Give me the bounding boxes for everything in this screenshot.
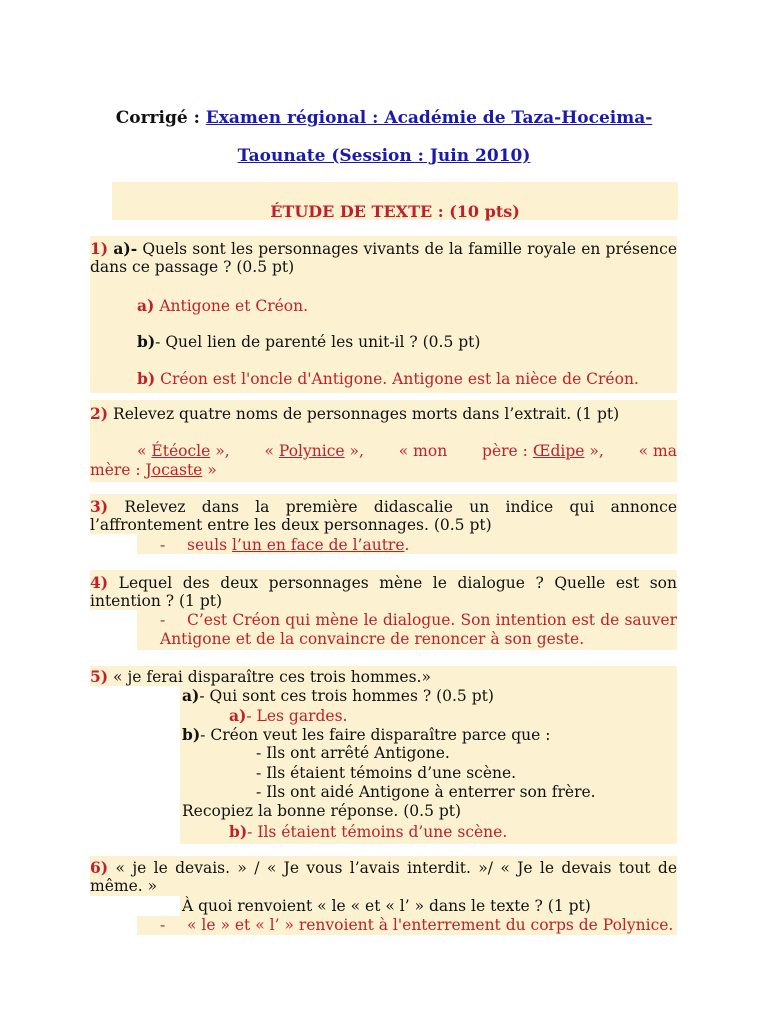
- question-6: [90, 858, 677, 878]
- option-2: - Ils étaient témoins d’une scène.: [256, 764, 517, 782]
- answer-2-item-2: « Polynice »,: [264, 442, 364, 460]
- question-1b: [137, 332, 480, 352]
- question-4-number: 4): [90, 573, 109, 592]
- question-2-text: Relevez quatre noms de personnages morts dans l’extrait. (1 pt): [108, 405, 620, 423]
- answer-5b-text: - Ils étaient témoins d’une scène.: [247, 823, 508, 841]
- question-4-text: Lequel des deux personnages mène le dialogue ? Quelle est son: [108, 574, 677, 592]
- question-4: [90, 573, 677, 593]
- question-3-text-cont: l’affrontement entre les deux personnages. (0.5 pt): [90, 516, 492, 534]
- answer-5a: [229, 706, 347, 726]
- question-5-instruction: Recopiez la bonne réponse. (0.5 pt): [182, 802, 462, 820]
- question-1a-text: Quels sont les personnages vivants de la famille royale en présence: [137, 240, 678, 258]
- question-5-quote: « je ferai disparaître ces trois hommes.»: [108, 668, 431, 686]
- question-6-text: À quoi renvoient « le « et « l’ » dans le texte ? (1 pt): [182, 897, 591, 915]
- question-5b-label: b): [182, 725, 201, 744]
- answer-1b-text: Créon est l'oncle d'Antigone. Antigone est la nièce de Créon.: [155, 370, 639, 388]
- title-link-cont[interactable]: Taounate (Session : Juin 2010): [237, 146, 531, 166]
- name-oedipe: Œdipe: [532, 442, 585, 460]
- question-1a-label: a)-: [113, 239, 138, 258]
- section-heading-text: ÉTUDE DE TEXTE : (10 pts): [270, 202, 520, 221]
- answer-3-dash: -: [160, 536, 166, 554]
- option-3: - Ils ont aidé Antigone à enterrer son frère.: [256, 783, 596, 801]
- answer-6-dash: -: [160, 916, 166, 934]
- question-6-quote: « je le devais. » / « Je vous l’avais interdit. »/ « Je le devais tout de: [108, 859, 677, 877]
- question-5: [90, 667, 431, 687]
- answer-5b: [229, 822, 507, 842]
- section-heading: [112, 182, 678, 220]
- question-2: [90, 404, 619, 424]
- answer-1a-text: Antigone et Créon.: [154, 297, 309, 315]
- answer-3: seuls l’un en face de l’autre.: [187, 536, 410, 554]
- question-5a: [182, 686, 494, 706]
- answer-4-text-cont: Antigone et de la convaincre de renoncer à son geste.: [160, 630, 585, 648]
- question-1b-label: b): [137, 332, 156, 351]
- option-1: - Ils ont arrêté Antigone.: [256, 744, 450, 762]
- answer-2-item-3: « mon: [398, 442, 448, 460]
- answer-1b-label: b): [137, 369, 156, 388]
- title-link[interactable]: Examen régional : Académie de Taza-Hoceima-: [205, 108, 653, 128]
- question-5a-text: - Qui sont ces trois hommes ? (0.5 pt): [199, 687, 494, 705]
- document-title: [0, 108, 768, 128]
- question-6-number: 6): [90, 858, 109, 877]
- question-1-number: 1): [90, 239, 109, 258]
- question-1a-text-cont: dans ce passage ? (0.5 pt): [90, 258, 295, 276]
- question-5b: [182, 725, 550, 745]
- answer-3-quote: l’un en face de l’autre: [231, 536, 405, 554]
- answer-5a-text: - Les gardes.: [246, 707, 348, 725]
- name-jocaste: Jocaste: [145, 461, 203, 479]
- answer-1a-label: a): [137, 296, 155, 315]
- name-polynice: Polynice: [278, 442, 345, 460]
- answer-1b: [137, 369, 639, 389]
- title-prefix: Corrigé :: [115, 108, 206, 128]
- answer-2-item-5: « ma: [638, 442, 677, 460]
- document-title-cont: [0, 146, 768, 166]
- name-eteocle: Étéocle: [151, 442, 211, 460]
- question-3: [90, 497, 677, 517]
- question-2-number: 2): [90, 404, 109, 423]
- answer-2-cont: mère : Jocaste »: [90, 461, 217, 479]
- question-6-quote-cont: même. »: [90, 877, 158, 895]
- answer-4-dash: -: [160, 611, 166, 629]
- question-5-number: 5): [90, 667, 109, 686]
- question-3-text: Relevez dans la première didascalie un indice qui annonce: [108, 498, 677, 516]
- question-5b-text: - Créon veut les faire disparaître parce que :: [200, 726, 551, 744]
- question-5a-label: a): [182, 686, 200, 705]
- answer-5b-label: b): [229, 822, 248, 841]
- answer-5a-label: a): [229, 706, 247, 725]
- answer-1a: [137, 296, 308, 316]
- answer-2-item-4: père : Œdipe »,: [482, 442, 604, 460]
- question-1: [90, 239, 677, 259]
- question-4-text-cont: intention ? (1 pt): [90, 592, 223, 610]
- answer-6-text: « le » et « l’ » renvoient à l'enterrement du corps de Polynice.: [187, 916, 674, 934]
- answer-2: [137, 442, 677, 461]
- answer-2-item-1: « Étéocle »,: [137, 442, 230, 460]
- question-3-number: 3): [90, 497, 109, 516]
- question-1b-text: - Quel lien de parenté les unit-il ? (0.5 pt): [155, 333, 481, 351]
- answer-4-text: C’est Créon qui mène le dialogue. Son intention est de sauver: [187, 611, 677, 629]
